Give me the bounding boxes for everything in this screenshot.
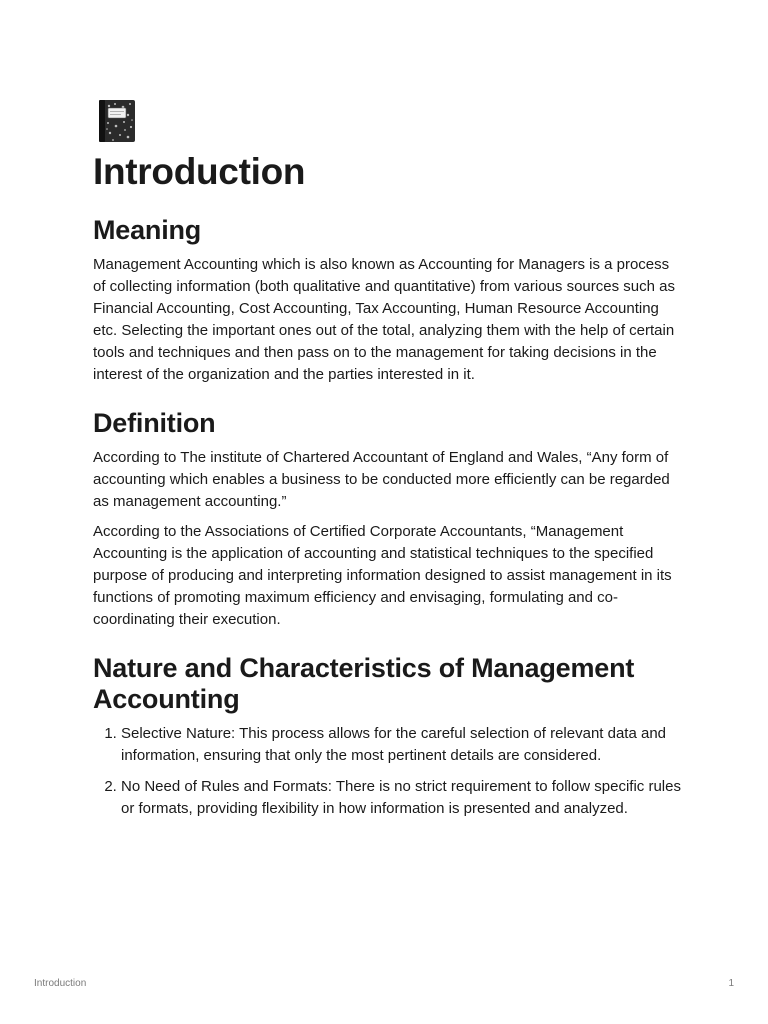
meaning-paragraph: Management Accounting which is also known as Accounting for Managers is a process of collecting information (both qualitative and quantitative) from various sources such as Financial Accounting, Cost Accounting, Tax Accounting, Human Resource Accounting etc. Selecting the important ones out of the total, analyzing them with the help of certain tools and techniques and then pass on to the management for taking decisions in the interest of the organization and the parties interested in it. [93, 255, 675, 383]
notebook-icon [93, 96, 141, 144]
definition-section [93, 408, 683, 631]
page-footer [34, 978, 734, 989]
nature-list [93, 723, 683, 820]
section-heading-definition: Definition [93, 407, 216, 438]
list-item: 1. Selective Nature: This process allows for the careful selection of relevant data and information, ensuring that only the most pertinent details are considered. [121, 723, 683, 767]
definition-paragraph: According to the Associations of Certified Corporate Accountants, “Management Accounting is the application of accounting and statistical techniques to the specified purpose of producing and interpreting information designed to assist management in its functions of promoting maximum efficiency and envisaging, formulating and co-coordinating their execution. [93, 522, 672, 628]
document-page [93, 96, 683, 842]
footer-title: Introduction [34, 978, 87, 989]
section-heading-meaning: Meaning [93, 214, 202, 245]
meaning-section [93, 215, 683, 386]
nature-section [93, 653, 683, 820]
page-title: Introduction [93, 151, 306, 192]
page-number: 1 [728, 978, 734, 989]
list-item: 2. No Need of Rules and Formats: There is no strict requirement to follow specific rules or formats, providing flexibility in how information is presented and analyzed. [121, 776, 683, 820]
definition-paragraph: According to The institute of Chartered Accountant of England and Wales, “Any form of accounting which enables a business to be conducted more efficiently can be regarded as management accounting.” [93, 448, 670, 510]
section-heading-nature: Nature and Characteristics of Management Accounting [93, 652, 635, 714]
